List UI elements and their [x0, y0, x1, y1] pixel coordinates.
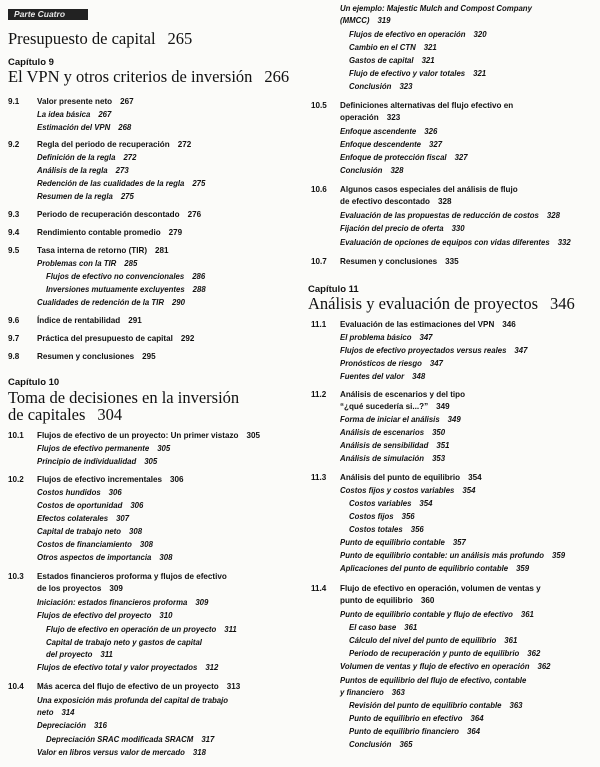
toc-subentry: [37, 456, 157, 467]
page-number: 354: [468, 473, 482, 482]
entry-title: Gastos de capital: [349, 56, 414, 65]
toc-section: [311, 319, 516, 330]
page-number: 328: [546, 211, 560, 220]
entry-title: Regla del periodo de recuperación: [37, 140, 170, 149]
page-number: 306: [108, 488, 122, 497]
entry-title: de efectivo descontado: [340, 197, 430, 206]
entry-title: “¿qué sucedería si...?”: [340, 402, 429, 411]
entry-title: Punto de equilibrio contable y flujo de efectivo: [340, 610, 513, 619]
page-number: 312: [205, 663, 219, 672]
entry-title: Flujo de efectivo en operación, volumen de ventas y: [340, 584, 541, 593]
entry-title: Punto de equilibrio contable: un análisis más profundo: [340, 551, 545, 560]
toc-section: [8, 351, 156, 362]
toc-subentry: [340, 537, 466, 548]
page-number: 318: [192, 748, 206, 757]
toc-subentry: [37, 707, 74, 718]
chapter-11-title: Análisis y evaluación de proyectos 346: [308, 294, 575, 313]
toc-subentry: [340, 15, 390, 26]
page-number: 291: [128, 316, 142, 325]
chapter-10-label: Capítulo 10: [8, 377, 60, 388]
entry-title: Definiciones alternativas del flujo efectivo en: [340, 101, 514, 110]
page-number: 363: [509, 701, 523, 710]
toc-subentry: [37, 178, 205, 189]
entry-title: Cualidades de redención de la TIR: [37, 298, 164, 307]
page-number: 286: [192, 272, 206, 281]
toc-subentry: [340, 609, 534, 620]
section-number: 9.7: [8, 334, 20, 343]
section-number: 9.1: [8, 97, 20, 106]
page-number: 319: [377, 16, 391, 25]
page-number: 359: [516, 564, 530, 573]
toc-subentry: [340, 358, 443, 369]
entry-title: Flujo de efectivo en operación de un proyecto: [46, 625, 217, 634]
toc-subentry: [46, 637, 202, 648]
section-number: 11.1: [311, 320, 327, 329]
page-number: 347: [429, 359, 443, 368]
entry-title: Rendimiento contable promedio: [37, 228, 161, 237]
toc-subentry: [340, 595, 434, 606]
toc-subentry: [349, 635, 517, 646]
toc-subentry: [340, 112, 400, 123]
page-number: 330: [451, 224, 465, 233]
entry-title: (MMCC): [340, 16, 370, 25]
page-number: 285: [124, 259, 138, 268]
entry-title: Flujos de efectivo de un proyecto: Un primer vistazo: [37, 431, 239, 440]
page-number: 308: [159, 553, 173, 562]
entry-title: Costos hundidos: [37, 488, 101, 497]
page-number: 327: [454, 153, 468, 162]
toc-subentry: [37, 539, 153, 550]
toc-section: [8, 571, 227, 582]
toc-subentry: [349, 726, 480, 737]
toc-section: [311, 184, 518, 195]
page-number: 288: [192, 285, 206, 294]
toc-subentry: [37, 597, 208, 608]
toc-subentry: [340, 237, 571, 248]
toc-subentry: [37, 152, 136, 163]
toc-section: [8, 96, 134, 107]
page-number: 351: [436, 441, 450, 450]
toc-subentry: [340, 453, 445, 464]
page-number: 267: [120, 97, 134, 106]
toc-section: [311, 256, 459, 267]
page-number: 347: [514, 346, 528, 355]
section-number: 9.6: [8, 316, 20, 325]
page-number: 347: [419, 333, 433, 342]
entry-title: Costos totales: [349, 525, 403, 534]
toc-section: [8, 209, 202, 220]
entry-title: Periodo de recuperación descontado: [37, 210, 180, 219]
page-number: 305: [157, 444, 171, 453]
entry-title: Algunos casos especiales del análisis de flujo: [340, 185, 518, 194]
toc-subentry: [340, 401, 450, 412]
entry-title: La idea básica: [37, 110, 91, 119]
page-number: 349: [436, 402, 450, 411]
entry-title: Capital de trabajo neto: [37, 527, 122, 536]
page-number: 311: [224, 625, 237, 634]
entry-title: Análisis de sensibilidad: [340, 441, 429, 450]
page-number: 311: [100, 650, 113, 659]
toc-subentry: [340, 440, 449, 451]
entry-title: Capital de trabajo neto y gastos de capital: [46, 638, 202, 647]
entry-title: Enfoque de protección fiscal: [340, 153, 447, 162]
page-number: 361: [404, 623, 418, 632]
entry-title: Evaluación de las estimaciones del VPN: [340, 320, 495, 329]
toc-subentry: [340, 563, 529, 574]
toc-subentry: [340, 126, 437, 137]
entry-title: Flujos de efectivo en operación: [349, 30, 466, 39]
toc-section: [311, 100, 514, 111]
entry-title: Punto de equilibrio en efectivo: [349, 714, 463, 723]
toc-subentry: [37, 165, 129, 176]
toc-subentry: [37, 297, 185, 308]
chapter-10-title-line2: de capitales 304: [8, 405, 123, 424]
section-number: 9.4: [8, 228, 20, 237]
page-number: 365: [399, 740, 413, 749]
page-number: 350: [432, 428, 446, 437]
toc-subentry: [340, 152, 468, 163]
toc-subentry: [37, 191, 134, 202]
chapter-9-label: Capítulo 9: [8, 57, 54, 68]
page-number: 275: [192, 179, 206, 188]
toc-subentry: [37, 662, 218, 673]
page-number: 335: [445, 257, 459, 266]
toc-subentry: [340, 661, 551, 672]
toc-subentry: [349, 498, 432, 509]
section-number: 10.1: [8, 431, 24, 440]
part-title: Presupuesto de capital 265: [8, 29, 193, 48]
entry-title: Enfoque ascendente: [340, 127, 417, 136]
entry-title: Flujos de efectivo total y valor proyectados: [37, 663, 198, 672]
entry-title: Depreciación: [37, 721, 86, 730]
toc-subentry: [37, 443, 170, 454]
toc-subentry: [349, 700, 523, 711]
page-number: 317: [201, 735, 215, 744]
toc-section: [311, 472, 482, 483]
toc-subentry: [349, 739, 412, 750]
page-number: 308: [139, 540, 153, 549]
toc-subentry: [340, 332, 433, 343]
page-number: 332: [557, 238, 571, 247]
toc-subentry: [349, 81, 412, 92]
entry-title: Evaluación de las propuestas de reducción de costos: [340, 211, 539, 220]
entry-title: Puntos de equilibrio del flujo de efectivo, contable: [340, 676, 527, 685]
toc-subentry: [340, 485, 475, 496]
page-number: 328: [437, 197, 452, 206]
toc-subentry: [37, 258, 137, 269]
entry-title: Definición de la regla: [37, 153, 116, 162]
entry-title: Conclusión: [340, 166, 383, 175]
entry-title: Análisis del punto de equilibrio: [340, 473, 461, 482]
toc-section: [311, 583, 541, 594]
entry-title: Un ejemplo: Majestic Mulch and Compost Company: [340, 4, 532, 13]
entry-title: Principio de individualidad: [37, 457, 137, 466]
entry-title: Costos variables: [349, 499, 412, 508]
page-number: 323: [386, 113, 401, 122]
page-number: 321: [473, 69, 487, 78]
entry-title: Depreciación SRAC modificada SRACM: [46, 735, 194, 744]
page-number: 281: [155, 246, 169, 255]
page-number: 321: [421, 56, 435, 65]
toc-subentry: [37, 513, 129, 524]
toc-subentry: [349, 511, 415, 522]
entry-title: Flujo de efectivo y valor totales: [349, 69, 466, 78]
toc-subentry: [37, 526, 142, 537]
toc-subentry: [349, 524, 424, 535]
chapter-11-label: Capítulo 11: [308, 284, 359, 295]
page-number: 272: [177, 140, 192, 149]
toc-subentry: [340, 210, 560, 221]
page-number: 364: [470, 714, 484, 723]
toc-subentry: [349, 29, 487, 40]
entry-title: Costos fijos y costos variables: [340, 486, 455, 495]
entry-title: Flujos de efectivo permanente: [37, 444, 150, 453]
section-number: 10.4: [8, 682, 24, 691]
entry-title: Costos fijos: [349, 512, 394, 521]
toc-subentry: [46, 649, 113, 660]
entry-title: Estados financieros proforma y flujos de efectivo: [37, 572, 227, 581]
entry-title: y financiero: [340, 688, 384, 697]
page-number: 353: [432, 454, 446, 463]
page-number: 308: [129, 527, 143, 536]
entry-title: Costos de oportunidad: [37, 501, 123, 510]
entry-title: Flujos de efectivo proyectados versus reales: [340, 346, 507, 355]
entry-title: de los proyectos: [37, 584, 102, 593]
page-number: 326: [424, 127, 438, 136]
page-number: 276: [187, 210, 202, 219]
toc-section: [8, 245, 169, 256]
toc-subentry: [340, 139, 442, 150]
toc-subentry: [46, 734, 214, 745]
entry-title: Otros aspectos de importancia: [37, 553, 152, 562]
page-number: 272: [123, 153, 137, 162]
toc-subentry: [349, 622, 417, 633]
page-number: 361: [504, 636, 518, 645]
page-number: 360: [420, 596, 435, 605]
toc-subentry: [37, 610, 172, 621]
entry-title: Resumen y conclusiones: [37, 352, 135, 361]
entry-title: Índice de rentabilidad: [37, 316, 121, 325]
entry-title: Valor en libros versus valor de mercado: [37, 748, 185, 757]
entry-title: El caso base: [349, 623, 397, 632]
section-number: 9.5: [8, 246, 20, 255]
page-number: 361: [520, 610, 534, 619]
page-number: 305: [144, 457, 158, 466]
page-number: 309: [195, 598, 209, 607]
toc-section: [8, 474, 184, 485]
page-number: 323: [399, 82, 413, 91]
entry-title: Resumen y conclusiones: [340, 257, 438, 266]
toc-subentry: [37, 122, 131, 133]
entry-title: Redención de las cualidades de la regla: [37, 179, 185, 188]
page-number: 268: [118, 123, 132, 132]
toc-subentry: [340, 345, 527, 356]
page-number: 316: [93, 721, 107, 730]
entry-title: punto de equilibrio: [340, 596, 413, 605]
toc-subentry: [349, 713, 484, 724]
toc-subentry: [340, 687, 405, 698]
entry-title: Análisis de la regla: [37, 166, 108, 175]
page-number: 309: [109, 584, 123, 593]
entry-title: Volumen de ventas y flujo de efectivo en operación: [340, 662, 530, 671]
toc-subentry: [340, 3, 532, 14]
page-number: 310: [159, 611, 173, 620]
part-tag: Parte Cuatro: [8, 9, 88, 20]
page-number: 328: [390, 166, 404, 175]
section-number: 11.2: [311, 390, 327, 399]
entry-title: Más acerca del flujo de efectivo de un proyecto: [37, 682, 219, 691]
toc-subentry: [46, 271, 205, 282]
entry-title: Iniciación: estados financieros proforma: [37, 598, 188, 607]
page-number: 295: [142, 352, 156, 361]
entry-title: Fuentes del valor: [340, 372, 405, 381]
entry-title: del proyecto: [46, 650, 93, 659]
entry-title: Problemas con la TIR: [37, 259, 117, 268]
toc-subentry: [340, 165, 403, 176]
page-number: 362: [537, 662, 551, 671]
section-number: 11.3: [311, 473, 327, 482]
page-number: 292: [180, 334, 195, 343]
chapter-10-title-line1: Toma de decisiones en la inversión: [8, 388, 240, 407]
page-number: 306: [170, 475, 184, 484]
toc-subentry: [37, 747, 206, 758]
entry-title: Tasa interna de retorno (TIR): [37, 246, 148, 255]
toc-section: [8, 315, 142, 326]
toc-section: [311, 389, 466, 400]
page-number: 275: [120, 192, 134, 201]
entry-title: El problema básico: [340, 333, 412, 342]
toc-subentry: [37, 109, 111, 120]
toc-section: [8, 333, 195, 344]
page-number: 359: [552, 551, 566, 560]
toc-subentry: [349, 648, 540, 659]
page-number: 307: [116, 514, 130, 523]
toc-subentry: [349, 55, 435, 66]
section-number: 10.2: [8, 475, 24, 484]
page-number: 320: [473, 30, 487, 39]
entry-title: Punto de equilibrio contable: [340, 538, 445, 547]
toc-subentry: [349, 68, 486, 79]
page-number: 321: [423, 43, 437, 52]
toc-subentry: [37, 500, 143, 511]
section-number: 10.7: [311, 257, 327, 266]
toc-section: [8, 681, 241, 692]
page-number: 279: [168, 228, 183, 237]
toc-subentry: [349, 42, 437, 53]
entry-title: Conclusión: [349, 82, 392, 91]
entry-title: Punto de equilibrio financiero: [349, 727, 460, 736]
page-number: 362: [527, 649, 541, 658]
section-number: 10.6: [311, 185, 327, 194]
page-number: 356: [401, 512, 415, 521]
entry-title: Conclusión: [349, 740, 392, 749]
entry-title: Análisis de escenarios: [340, 428, 425, 437]
toc-subentry: [37, 552, 172, 563]
page-number: 313: [226, 682, 241, 691]
entry-title: Estimación del VPN: [37, 123, 111, 132]
toc-subentry: [37, 695, 228, 706]
toc-section: [8, 139, 192, 150]
page-number: 357: [452, 538, 466, 547]
entry-title: Pronósticos de riesgo: [340, 359, 422, 368]
toc-subentry: [46, 284, 206, 295]
section-number: 9.8: [8, 352, 20, 361]
entry-title: Revisión del punto de equilibrio contable: [349, 701, 502, 710]
entry-title: Análisis de simulación: [340, 454, 425, 463]
entry-title: Periodo de recuperación y punto de equilibrio: [349, 649, 520, 658]
section-number: 9.3: [8, 210, 20, 219]
page-number: 290: [171, 298, 185, 307]
toc-subentry: [340, 414, 461, 425]
page-number: 364: [467, 727, 481, 736]
section-number: 11.4: [311, 584, 327, 593]
toc-subentry: [340, 223, 465, 234]
page-number: 306: [130, 501, 144, 510]
entry-title: Inversiones mutuamente excluyentes: [46, 285, 185, 294]
toc-subentry: [46, 624, 237, 635]
entry-title: Análisis de escenarios y del tipo: [340, 390, 466, 399]
chapter-9-title: El VPN y otros criterios de inversión 266: [8, 67, 290, 86]
toc-subentry: [340, 550, 565, 561]
page-number: 267: [98, 110, 112, 119]
entry-title: neto: [37, 708, 54, 717]
toc-subentry: [37, 720, 107, 731]
section-number: 9.2: [8, 140, 20, 149]
page-number: 348: [412, 372, 426, 381]
entry-title: Evaluación de opciones de equipos con vidas diferentes: [340, 238, 550, 247]
entry-title: Flujos de efectivo del proyecto: [37, 611, 152, 620]
entry-title: Efectos colaterales: [37, 514, 109, 523]
entry-title: Aplicaciones del punto de equilibrio contable: [340, 564, 509, 573]
entry-title: Valor presente neto: [37, 97, 113, 106]
entry-title: Cambio en el CTN: [349, 43, 416, 52]
page-number: 314: [61, 708, 75, 717]
page-number: 356: [410, 525, 424, 534]
page-number: 354: [419, 499, 433, 508]
entry-title: Forma de iniciar el análisis: [340, 415, 440, 424]
entry-title: Cálculo del nivel del punto de equilibrio: [349, 636, 497, 645]
toc-subentry: [340, 427, 445, 438]
toc-subentry: [340, 196, 451, 207]
entry-title: operación: [340, 113, 379, 122]
section-number: 10.5: [311, 101, 327, 110]
toc-subentry: [340, 675, 526, 686]
toc-section: [8, 227, 183, 238]
page-number: 305: [246, 431, 260, 440]
entry-title: Resumen de la regla: [37, 192, 113, 201]
section-number: 10.3: [8, 572, 24, 581]
entry-title: Práctica del presupuesto de capital: [37, 334, 173, 343]
page-number: 327: [429, 140, 443, 149]
entry-title: Enfoque descendente: [340, 140, 422, 149]
page-number: 273: [115, 166, 129, 175]
entry-title: Costos de financiamiento: [37, 540, 132, 549]
entry-title: Flujos de efectivo incrementales: [37, 475, 163, 484]
page-number: 349: [447, 415, 461, 424]
entry-title: Fijación del precio de oferta: [340, 224, 444, 233]
page-number: 346: [502, 320, 516, 329]
toc-section: [8, 430, 260, 441]
page-number: 363: [391, 688, 405, 697]
entry-title: Una exposición más profunda del capital de trabajo: [37, 696, 229, 705]
page-number: 354: [462, 486, 476, 495]
toc-subentry: [340, 371, 425, 382]
toc-subentry: [37, 487, 122, 498]
entry-title: Flujos de efectivo no convencionales: [46, 272, 185, 281]
toc-subentry: [37, 583, 123, 594]
